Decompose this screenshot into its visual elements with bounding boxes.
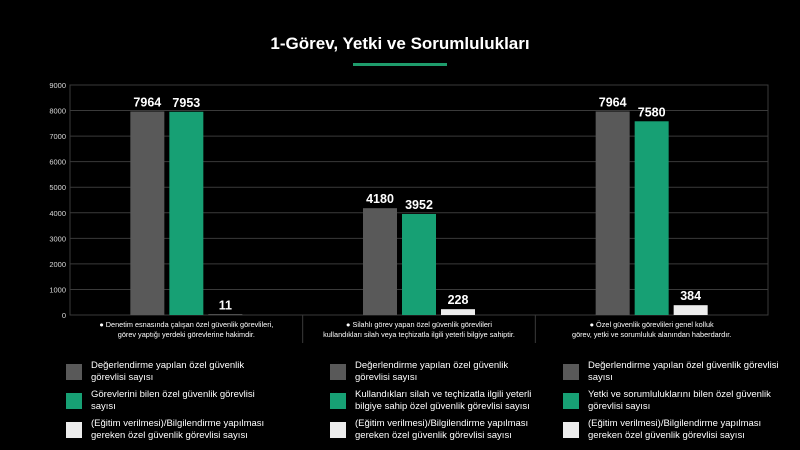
y-tick-label-0: 0 [61,311,66,320]
data-label-c1-s3: 11 [218,298,232,313]
x-category-label-line: ● Silahlı görev yapan özel güvenlik görevlileri [346,320,492,329]
legend-swatch [330,364,346,380]
legend-swatch [563,422,579,438]
legend-item [66,389,281,413]
legend-swatch [563,364,579,380]
data-label-c3-s1: 7964 [598,95,627,110]
bar-c2-s2 [402,214,436,315]
y-tick-label-7000: 7000 [49,132,66,142]
y-tick-label-9000: 9000 [49,81,66,90]
legend-swatch [66,364,82,380]
y-tick-label-2000: 2000 [49,259,66,269]
bar-c3-s2 [635,121,669,315]
chart-title: 1-Görev, Yetki ve Sorumlulukları [270,34,530,53]
bar-c3-s1 [596,111,630,315]
data-label-c2-s2: 3952 [405,198,433,213]
bar-c1-s1 [130,111,164,315]
legend-label: Yetki ve sorumluluklarını bilen özel güvenlik görevlisi sayısı [588,389,771,412]
legend-label: (Eğitim verilmesi)/Bilgilendirme yapılması gereken özel güvenlik görevlisi sayısı [588,418,762,441]
data-label-c1-s1: 7964 [133,95,162,110]
legend-swatch [563,393,579,409]
legend-item [563,360,788,384]
data-label-c2-s3: 228 [447,293,469,308]
legend-item [563,418,788,442]
data-label-c3-s2: 7580 [637,105,666,120]
legend-item [66,360,281,384]
legend-swatch [66,393,82,409]
legend-swatch [330,422,346,438]
x-category-label-2 [323,320,515,339]
x-category-label-1 [99,320,273,339]
y-tick-label-4000: 4000 [49,208,66,218]
legend-label: (Eğitim verilmesi)/Bilgilendirme yapılması gereken özel güvenlik görevlisi sayısı [91,418,265,441]
x-category-label-line: ● Denetim esnasında çalışan özel güvenlik görevlileri, [99,320,274,329]
legend-label: Görevlerini bilen özel güvenlik görevlisi sayısı [91,389,255,412]
legend-label: (Eğitim verilmesi)/Bilgilendirme yapılması gereken özel güvenlik görevlisi sayısı [355,418,529,441]
y-tick-label-1000: 1000 [49,285,66,295]
x-category-label-line: görev, yetki ve sorumluluk alanından haberdardır. [572,330,732,339]
y-tick-label-3000: 3000 [49,234,66,244]
x-category-label-3 [572,320,731,339]
x-category-label-line: ● Özel güvenlik görevlileri genel kolluk [589,320,714,329]
legend-item [66,418,281,442]
data-label-c1-s2: 7953 [172,95,201,110]
x-category-label-line: kullandıkları silah veya teçhizatla ilgili yeterli bilgiye sahiptir. [323,330,515,339]
data-label-c2-s1: 4180 [366,192,394,207]
bar-c2-s3 [441,309,475,315]
legend-label: Değerlendirme yapılan özel güvenlik görevlisi sayısı [91,360,245,383]
legend-item [330,389,545,413]
bar-c2-s1 [363,208,397,315]
y-tick-label-6000: 6000 [49,157,66,167]
legend-label: Kullandıkları silah ve teçhizatla ilgili yeterli bilgiye sahip özel güvenlik görevlisi sayısı [355,389,532,412]
legend-item [563,389,788,413]
legend-swatch [66,422,82,438]
bar-c3-s3 [674,305,708,315]
y-tick-label-5000: 5000 [49,183,66,193]
y-tick-label-8000: 8000 [49,106,66,116]
x-category-label-line: görev yaptığı yerdeki görevlerine hakimdir. [117,330,255,339]
legend-item [330,418,545,442]
bar-c1-s2 [169,112,203,315]
legend-label: Değerlendirme yapılan özel güvenlik görevlisi sayısı [355,360,509,383]
legend-swatch [330,393,346,409]
data-label-c3-s3: 384 [680,289,702,304]
legend-item [330,360,545,384]
legend-label: Değerlendirme yapılan özel güvenlik görevlisi sayısı [588,360,779,383]
